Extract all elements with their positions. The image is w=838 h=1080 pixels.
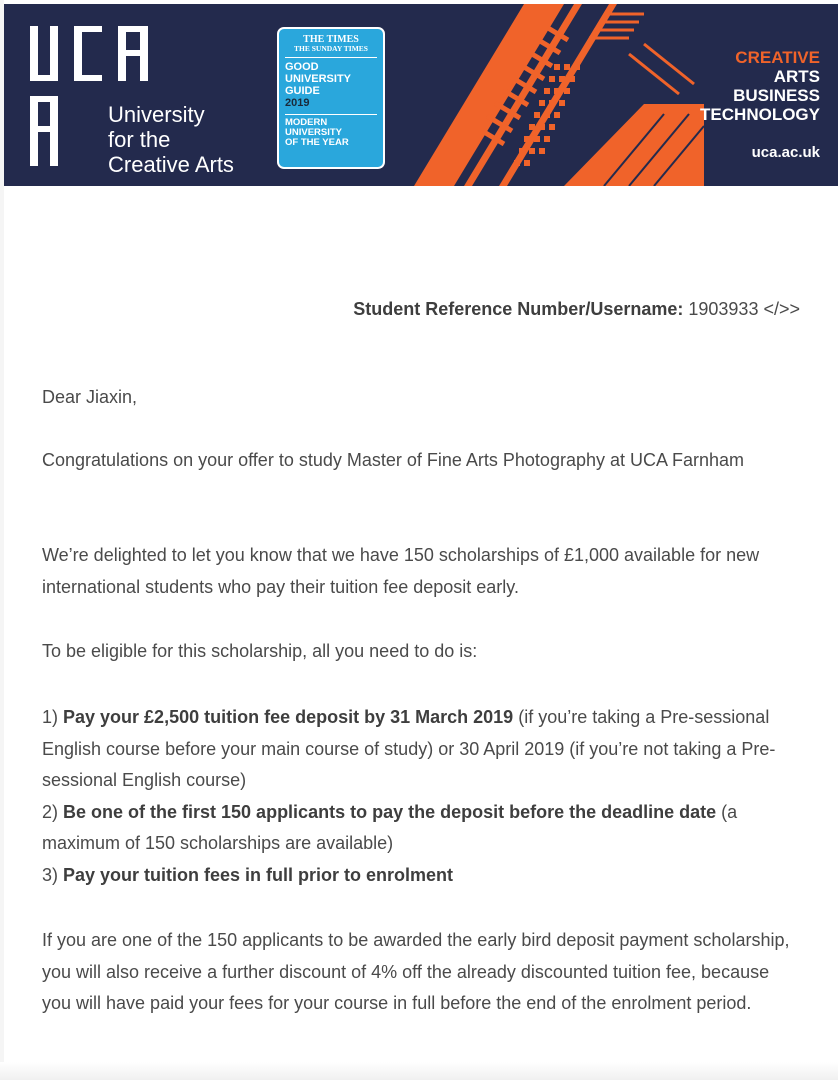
list-item-number: 3) — [42, 864, 64, 885]
badge-divider-2 — [285, 114, 377, 115]
list-item-bold: Pay your tuition fees in full prior to enrolment — [63, 864, 454, 885]
list-item-number: 2) — [42, 801, 64, 822]
tagline-creative: CREATIVE — [735, 48, 820, 67]
bottom-edge — [0, 1062, 838, 1080]
list-item-rest: (a maximum of 150 scholarships are available) — [42, 801, 738, 853]
uca-banner — [4, 4, 838, 186]
paragraph-offer: Congratulations on your offer to study Master of Fine Arts Photography at UCA Farnham — [42, 450, 745, 470]
uca-url-link[interactable]: uca.ac.uk — [751, 144, 820, 161]
student-reference — [42, 294, 800, 325]
badge-award-2: UNIVERSITY — [285, 127, 343, 138]
badge-award-1: MODERN — [285, 117, 328, 128]
list-item-rest: (if you’re taking a Pre-sessional English course before your main course of study) or 30 April 2019 (if you’re not taking a Pre-sessional English course) — [42, 707, 776, 790]
good-university-guide-badge — [277, 27, 385, 169]
list-item — [42, 860, 782, 892]
badge-guide-3: GUIDE — [285, 85, 320, 97]
tagline-technology: TECHNOLOGY — [700, 105, 820, 124]
reference-label: Student Reference Number/Username: — [353, 299, 684, 319]
list-item — [42, 797, 782, 860]
list-item-bold: Be one of the first 150 applicants to pay the deposit before the deadline date — [63, 801, 717, 822]
logo-line-3: Creative Arts — [108, 152, 234, 177]
badge-guide-1: GOOD — [285, 61, 319, 73]
tagline-arts: ARTS — [773, 67, 820, 86]
decorative-stripes — [404, 4, 704, 186]
tagline — [700, 48, 820, 124]
list-item-number: 1) — [42, 707, 64, 727]
badge-award-3: OF THE YEAR — [285, 137, 349, 148]
reference-value: 1903933 </>> — [688, 299, 800, 319]
logo-line-1: University — [108, 102, 205, 127]
paragraph-eligibility: To be eligible for this scholarship, all you need to do is: — [42, 641, 478, 661]
list-item — [42, 702, 782, 797]
uca-logo-text — [108, 102, 234, 177]
badge-publication-2: THE SUNDAY TIMES — [294, 44, 368, 53]
eligibility-list — [42, 702, 782, 891]
paragraph-discount: If you are one of the 150 applicants to be awarded the early bird deposit payment scholarship, you will also receive a further discount of 4% off the already discounted tuition fee, because you will have paid your fees for your course in full before the end of the enrolment period. — [42, 930, 790, 1013]
list-item-bold: Pay your £2,500 tuition fee deposit by 31 March 2019 — [63, 707, 514, 727]
badge-year: 2019 — [285, 97, 310, 109]
badge-publication-1: THE TIMES — [303, 34, 359, 45]
paragraph-scholarships: We’re delighted to let you know that we have 150 scholarships of £1,000 available for new international students who pay their tuition fee deposit early. — [42, 545, 760, 597]
logo-line-2: for the — [108, 127, 171, 152]
greeting: Dear Jiaxin, — [42, 387, 138, 407]
badge-guide-2: UNIVERSITY — [285, 73, 352, 85]
badge-divider — [285, 57, 377, 58]
tagline-business: BUSINESS — [733, 86, 820, 105]
